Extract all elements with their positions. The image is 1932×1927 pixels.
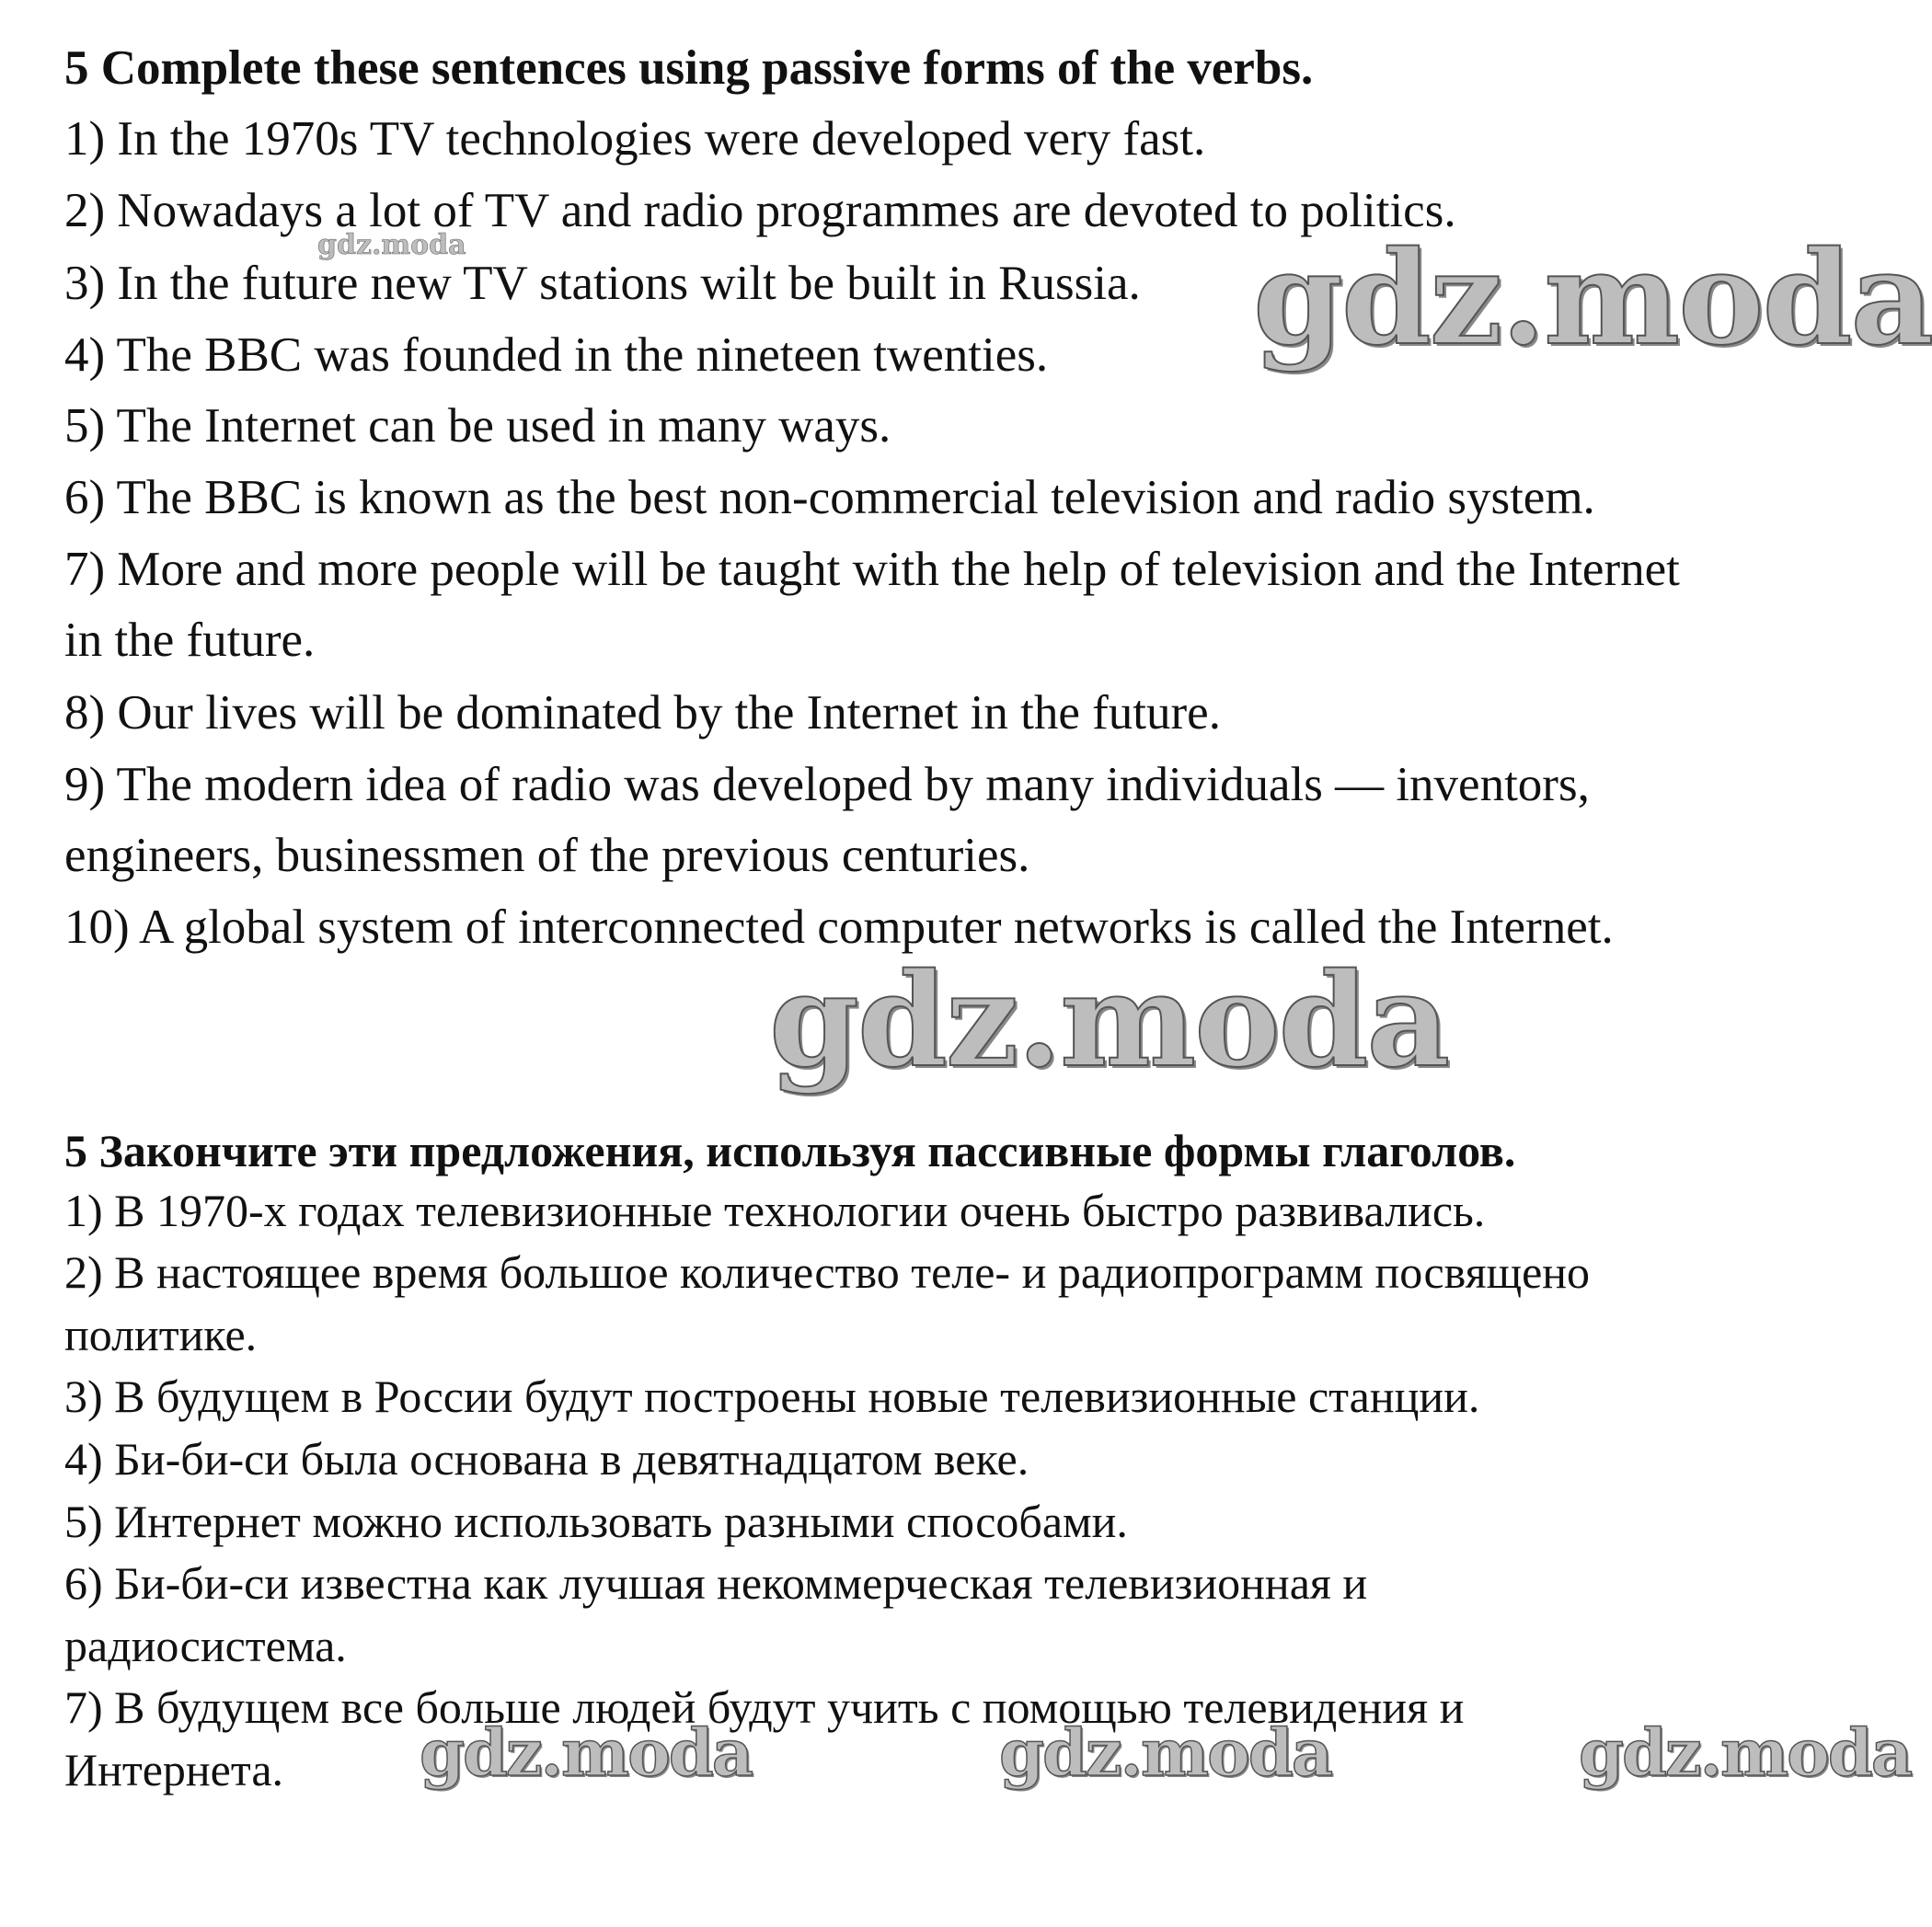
watermark-logo: gdz.moda: [999, 1715, 1332, 1791]
exercise-heading-ru: 5 Закончите эти предложения, используя пассивные формы глаголов.: [64, 1125, 1516, 1176]
watermark-logo: gdz.moda: [1579, 1715, 1912, 1791]
watermark-logo: gdz.moda: [1253, 224, 1932, 374]
sentence-line: 1) In the 1970s TV technologies were developed very fast.: [64, 112, 1206, 166]
sentence-line: 9) The modern idea of radio was developed by many individuals — inventors,: [64, 758, 1590, 811]
sentence-line: политике.: [64, 1309, 258, 1360]
watermark-logo: gdz.moda: [317, 229, 466, 261]
sentence-line: 7) В будущем все больше людей будут учить с помощью телевидения и: [64, 1681, 1465, 1733]
sentence-line: 4) Би-би-си была основана в девятнадцатом веке.: [64, 1433, 1029, 1485]
exercise-heading-en: 5 Complete these sentences using passive forms of the verbs.: [64, 41, 1314, 95]
sentence-line: 7) More and more people will be taught with the help of television and the Internet: [64, 543, 1680, 596]
sentence-line: 8) Our lives will be dominated by the Internet in the future.: [64, 686, 1221, 740]
sentence-line: 1) В 1970-х годах телевизионные технологии очень быстро развивались.: [64, 1185, 1486, 1236]
sentence-line: in the future.: [64, 614, 316, 667]
sentence-line: 5) Интернет можно использовать разными способами.: [64, 1496, 1128, 1547]
watermark-logo: gdz.moda: [769, 946, 1449, 1096]
sentence-line: 3) В будущем в России будут построены новые телевизионные станции.: [64, 1371, 1480, 1422]
sentence-line: 2) В настоящее время большое количество теле- и радиопрограмм посвящено: [64, 1246, 1591, 1298]
sentence-line: Интернета.: [64, 1744, 284, 1795]
sentence-line: 6) The BBC is known as the best non-commercial television and radio system.: [64, 471, 1595, 524]
sentence-line: 5) The Internet can be used in many ways.: [64, 399, 891, 453]
sentence-line: 3) In the future new TV stations wilt be built in Russia.: [64, 257, 1141, 310]
sentence-line: 6) Би-би-си известна как лучшая некоммерческая телевизионная и: [64, 1557, 1368, 1609]
sentence-line: 2) Nowadays a lot of TV and radio programmes are devoted to politics.: [64, 184, 1456, 237]
sentence-line: 10) A global system of interconnected computer networks is called the Internet.: [64, 900, 1614, 954]
sentence-line: 4) The BBC was founded in the nineteen twenties.: [64, 328, 1049, 382]
watermark-logo: gdz.moda: [420, 1715, 753, 1791]
sentence-line: engineers, businessmen of the previous centuries.: [64, 829, 1030, 882]
sentence-line: радиосистема.: [64, 1620, 347, 1671]
